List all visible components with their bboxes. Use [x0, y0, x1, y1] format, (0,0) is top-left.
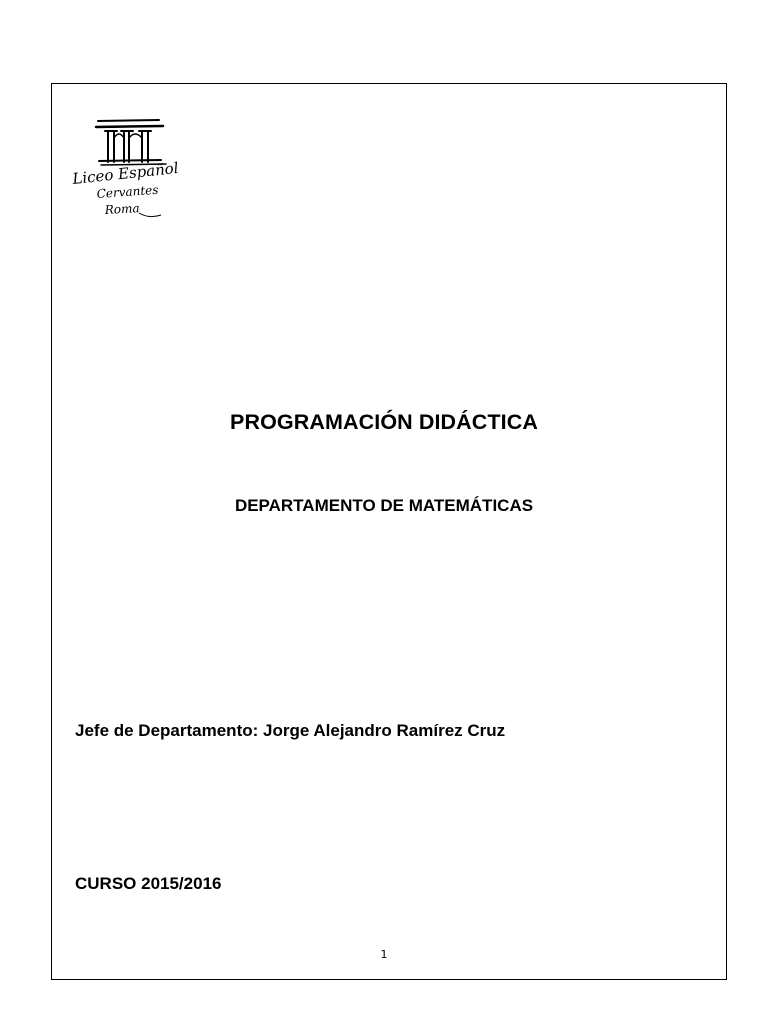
course-year: CURSO 2015/2016: [75, 874, 222, 893]
department-name: DEPARTAMENTO DE MATEMÁTICAS: [234, 496, 534, 515]
page-number: 1: [380, 948, 388, 961]
logo-line-2: Cervantes: [96, 182, 159, 201]
school-logo: [71, 116, 187, 224]
department-head: Jefe de Departamento: Jorge Alejandro Ramírez Cruz: [75, 721, 506, 740]
logo-line-3: Roma: [104, 201, 140, 217]
logo-line-1: Liceo Español: [71, 158, 180, 188]
document-title: PROGRAMACIÓN DIDÁCTICA: [230, 410, 538, 434]
